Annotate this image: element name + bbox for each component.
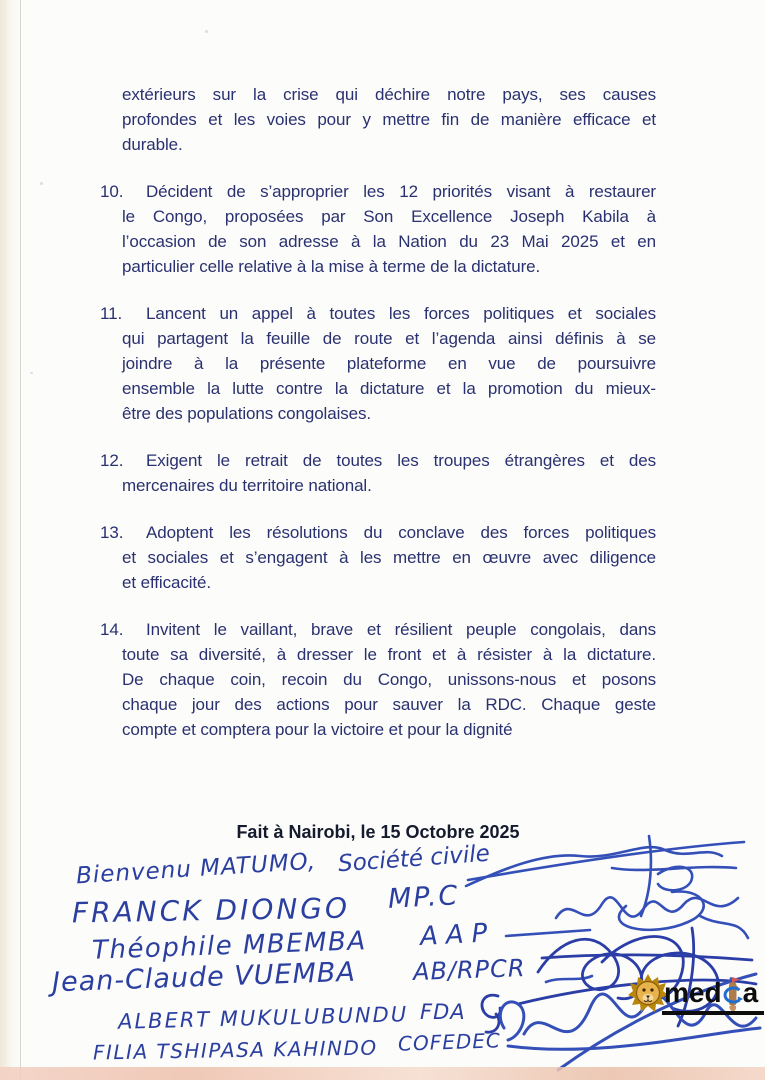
signature-flourish bbox=[466, 847, 722, 886]
paragraph-continuation bbox=[100, 82, 656, 157]
paragraph-line: et efficacité. bbox=[122, 573, 212, 592]
paragraph-line: joindre à la présente plateforme en vue de poursuivre bbox=[122, 354, 656, 373]
paragraph-line: extérieurs sur la crise qui déchire notre pays, ses causes bbox=[122, 85, 656, 104]
signature-flourish bbox=[700, 916, 748, 938]
numbered-paragraph bbox=[100, 448, 656, 498]
signature-flourish bbox=[542, 955, 752, 960]
paragraph-line: toute sa diversité, à dresser le front et à résister à la dictature. bbox=[122, 645, 656, 664]
paragraph-number: 12. bbox=[100, 451, 124, 470]
scan-edge-left bbox=[0, 0, 21, 1080]
signature-org: COFEDEC bbox=[397, 1028, 502, 1056]
signature-flourish bbox=[619, 892, 704, 930]
paragraph-line: Exigent le retrait de toutes les troupes étrangères et des bbox=[146, 451, 656, 470]
signature-org: AB/RPCR bbox=[412, 954, 527, 986]
numbered-paragraph bbox=[100, 617, 656, 742]
signature-org: AAP bbox=[419, 918, 496, 952]
signature-flourish bbox=[556, 897, 738, 918]
paragraph-line: ensemble la lutte contre la dictature et la promotion du mieux- bbox=[122, 379, 656, 398]
numbered-paragraph bbox=[100, 179, 656, 279]
signature-name: Bienvenu MATUMO, bbox=[75, 848, 317, 890]
signature-flourish bbox=[538, 939, 642, 998]
paragraph-line: qui partagent la feuille de route et l’agenda ainsi définis à se bbox=[122, 329, 656, 348]
paragraph-line: l’occasion de son adresse à la Nation du 23 Mai 2025 et en bbox=[122, 232, 656, 251]
signature-name: Jean-Claude VUEMBA bbox=[51, 956, 357, 999]
paragraph-number: 10. bbox=[100, 182, 124, 201]
paragraph-line: De chaque coin, recoin du Congo, unissons-nous et posons bbox=[122, 670, 656, 689]
signature-flourish bbox=[468, 842, 744, 880]
signature-name: FRANCK DIONGO bbox=[71, 891, 351, 930]
logo-text-med: med bbox=[664, 977, 722, 1008]
logo-text-a: a bbox=[742, 977, 759, 1008]
fist-icon bbox=[723, 976, 743, 1014]
signature-org: FDA bbox=[420, 1000, 466, 1024]
paragraph-line: mercenaires du territoire national. bbox=[122, 476, 372, 495]
signature-flourish bbox=[612, 836, 736, 916]
numbered-paragraph bbox=[100, 520, 656, 595]
media-watermark-logo bbox=[628, 968, 765, 1018]
numbered-paragraph bbox=[100, 301, 656, 426]
lion-icon bbox=[628, 973, 668, 1013]
document-body bbox=[100, 0, 656, 845]
signature-flourish bbox=[482, 995, 500, 1032]
paragraph-line: compte et comptera pour la victoire et pour la dignité bbox=[122, 720, 513, 739]
signature-flourish bbox=[506, 930, 590, 936]
paragraph-line: être des populations congolaises. bbox=[122, 404, 372, 423]
paragraph-line: profondes et les voies pour y mettre fin de manière efficace et bbox=[122, 110, 656, 129]
signature-name: Théophile MBEMBA bbox=[91, 926, 368, 966]
signature-name: FILIA TSHIPASA KAHINDO bbox=[92, 1035, 378, 1065]
paragraph-line: Lancent un appel à toutes les forces politiques et sociales bbox=[146, 304, 656, 323]
paragraph-line: durable. bbox=[122, 135, 183, 154]
paragraph-number: 11. bbox=[100, 304, 123, 323]
signature-flourish bbox=[500, 1002, 524, 1040]
scan-speck bbox=[30, 372, 33, 374]
paragraph-line: Décident de s’approprier les 12 priorités visant à restaurer bbox=[146, 182, 656, 201]
paragraph-number: 14. bbox=[100, 620, 124, 639]
paragraph-line: Adoptent les résolutions du conclave des forces politiques bbox=[146, 523, 656, 542]
paragraph-line: et sociales et s’engagent à les mettre en œuvre avec diligence bbox=[122, 548, 656, 567]
scan-edge-bottom bbox=[0, 1067, 765, 1080]
paragraph-line: Invitent le vaillant, brave et résilient peuple congolais, dans bbox=[146, 620, 656, 639]
signature-flourish bbox=[658, 867, 692, 890]
signature-name: ALBERT MUKULUBUNDU bbox=[117, 1002, 409, 1034]
signature-org: Société civile bbox=[337, 840, 491, 878]
paragraph-number: 13. bbox=[100, 523, 124, 542]
signature-flourish bbox=[546, 976, 592, 982]
signature-org: MP.C bbox=[387, 880, 461, 915]
paragraph-line: le Congo, proposées par Son Excellence Joseph Kabila à bbox=[122, 207, 656, 226]
dateline: Fait à Nairobi, le 15 Octobre 2025 bbox=[236, 822, 520, 842]
scan-speck bbox=[40, 182, 43, 185]
logo-underline bbox=[662, 1011, 764, 1015]
paragraph-line: chaque jour des actions pour sauver la RDC. Chaque geste bbox=[122, 695, 656, 714]
paragraph-line: particulier celle relative à la mise à terme de la dictature. bbox=[122, 257, 541, 276]
signature-flourish bbox=[508, 1028, 760, 1049]
